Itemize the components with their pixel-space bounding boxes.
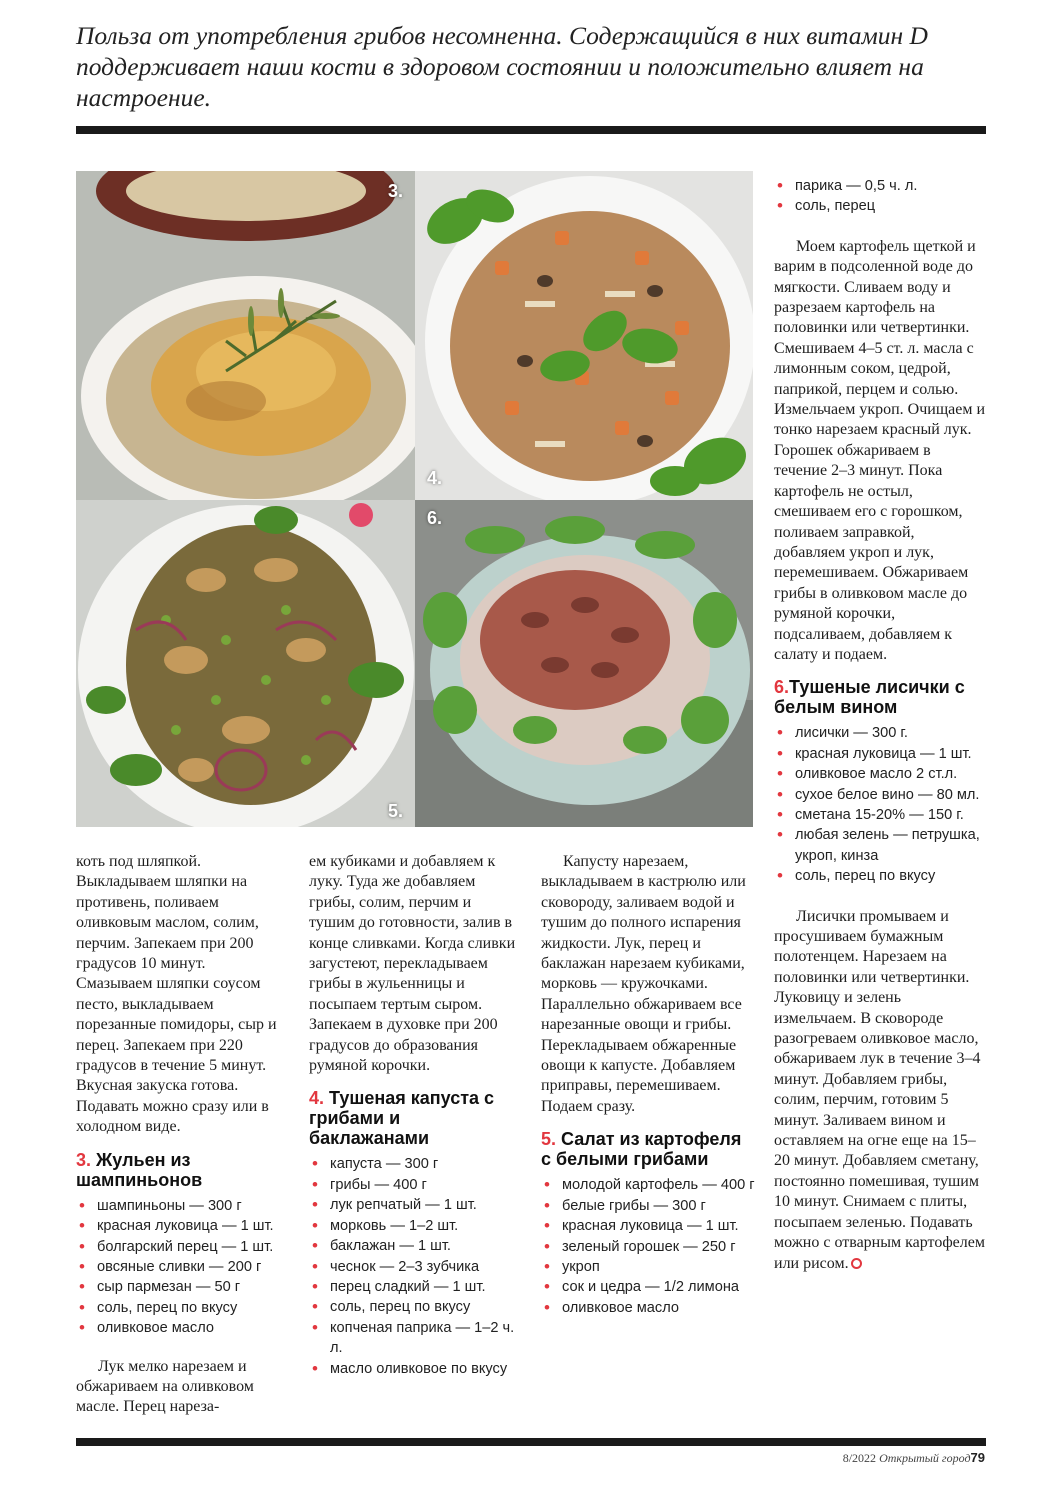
issue-number: 8/2022 [842,1451,877,1465]
ingredient: • перец сладкий — 1 шт. [309,1277,519,1297]
ingredient: • сметана 15-20% — 150 г. [774,805,986,825]
ingredient: • любая зелень — петрушка, укроп, кинза [774,825,986,866]
recipe-4-ingredients [309,1154,519,1378]
ingredient: • парика — 0,5 ч. л. [774,176,986,196]
photo-number-5: 5. [388,801,404,821]
ingredient: • соль, перец [774,196,986,216]
recipe-3-title: Жульен из шампиньонов [76,1149,203,1190]
chanterelles-photo-icon [415,500,753,827]
stewed-cabbage-photo-icon [415,171,753,500]
ingredient: • масло оливковое по вкусу [309,1359,519,1379]
recipe-4-number: 4. [309,1088,325,1109]
recipe-6-method-text: Лисички промываем и просушиваем бумажным полотенцем. Нарезаем на половинки или четвертинки. Луковицу и зелень измельчаем. В сковороде разогреваем оливковое масло, обжариваем лук в течение 3–4 минут. Добавляем грибы, солим, перчим, готовим 5 минут. Заливаем вином и оставляем на огне еще на 15–20 минут. Добавляем сметану, постоянно помешивая, тушим 10 минут. Снимаем с плиты, посыпаем зеленью. Подавать можно с отварным картофелем или рисом. [774,907,985,1272]
photo-chanterelles [415,500,753,827]
col2-text: ем кубиками и добавляем к луку. Туда же добавляем грибы, солим, перчим и тушим до готовности, залив в конце сливками. Когда сливки загустеют, перекладываем грибы в жульенницы и посыпаем тертым сыром. Запекаем в духовке при 200 градусов до образования румяной корочки. [309,853,516,1075]
recipe-6-ingredients [774,723,986,886]
ingredient: • лук репчатый — 1 шт. [309,1195,519,1215]
column-3 [541,852,755,1318]
ingredient: • зеленый горошек — 250 г [541,1237,755,1257]
recipe-4-title: Тушеная капуста с грибами и баклажанами [309,1088,495,1149]
recipe-3-heading [76,1150,285,1190]
recipe-3-method: Лук мелко нарезаем и обжариваем на оливковом масле. Перец нареза- [76,1357,254,1416]
recipe-5-ingredients [541,1175,755,1318]
ingredient: • лисички — 300 г. [774,723,986,743]
recipe-6-method [774,907,986,1274]
recipe-5-number: 5. [541,1129,557,1150]
recipe-4-heading [309,1088,519,1148]
page-number: 79 [970,1450,985,1465]
col3-text: Капусту нарезаем, выкладываем в кастрюлю или сковороду, заливаем водой и тушим до полного испарения жидкости. Лук, перец и баклажан нарезаем кубиками, морковь — кружочками. Параллельно обжариваем все нарезанные овощи и грибы. Перекладываем обжаренные овощи к капусте. Добавляем приправы, перемешиваем. Подаем сразу. [541,853,746,1115]
ingredient: • болгарский перец — 1 шт. [76,1237,285,1257]
ingredient: • оливковое масло 2 ст.л. [774,764,986,784]
end-mark-icon [851,1258,862,1269]
ingredient: • соль, перец по вкусу [309,1297,519,1317]
julienne-photo-icon [76,171,415,500]
publication-name: Открытый город [879,1451,971,1465]
ingredient: • красная луковица — 1 шт. [76,1216,285,1236]
ingredient: • оливковое масло [541,1298,755,1318]
recipe-5-method: Моем картофель щеткой и варим в подсоленной воде до мягкости. Сливаем воду и разрезаем картофель на половинки или четвертинки. Смешиваем 4–5 ст. л. масла с лимонным соком, цедрой, паприкой, перцем и солью. Измельчаем укроп. Очищаем и тонко нарезаем красный лук. Горошек обжариваем в течение 2–3 минут. Пока картофель не остыл, смешиваем его с горошком, поливаем заправкой, добавляем укроп и лук, перемешиваем. Обжариваем грибы в оливковом масле до румяной корочки, подсаливаем, добавляем к салату и подаем. [774,237,986,663]
recipe-3-ingredients [76,1196,285,1339]
photo-julienne [76,171,415,500]
ingredient: • оливковое масло [76,1318,285,1338]
ingredient: • капуста — 300 г [309,1154,519,1174]
ingredient: • баклажан — 1 шт. [309,1236,519,1256]
potato-salad-photo-icon [76,500,415,827]
recipe-5-title: Салат из картофеля с белыми грибами [541,1129,742,1170]
ingredient: • красная луковица — 1 шт. [774,744,986,764]
ingredient: • сок и цедра — 1/2 лимона [541,1277,755,1297]
ingredient: • красная луковица — 1 шт. [541,1216,755,1236]
ingredient: • шампиньоны — 300 г [76,1196,285,1216]
ingredient: • молодой картофель — 400 г [541,1175,755,1195]
recipe-5-ingredients-continued [774,176,986,217]
ingredient: • чеснок — 2–3 зубчика [309,1257,519,1277]
photo-number-3: 3. [388,181,404,201]
ingredient: • морковь — 1–2 шт. [309,1216,519,1236]
recipe-6-title: Тушеные лисички с белым вином [774,677,965,718]
intro-text: Польза от употребления грибов несомненна. Содержащийся в них витамин D поддерживает наши кости в здоровом состоянии и положительно влияет на настроение. [76,21,928,112]
recipe-3-number: 3. [76,1149,92,1170]
column-1 [76,852,285,1418]
top-rule [76,126,986,134]
recipe-5-heading [541,1129,755,1169]
photo-stewed-cabbage [415,171,753,500]
column-2 [309,852,519,1379]
ingredient: • соль, перец по вкусу [774,866,986,886]
ingredient: • сыр пармезан — 50 г [76,1277,285,1297]
bottom-rule [76,1438,986,1446]
photo-potato-salad [76,500,415,827]
ingredient: • соль, перец по вкусу [76,1298,285,1318]
photo-number-4: 4. [427,468,443,488]
recipe-6-heading [774,677,986,717]
ingredient: • укроп [541,1257,755,1277]
ingredient: • белые грибы — 300 г [541,1196,755,1216]
photo-number-6: 6. [427,508,443,528]
ingredient: • грибы — 400 г [309,1175,519,1195]
col1-text: коть под шляпкой. Выкладываем шляпки на противень, поливаем оливковым маслом, солим, перчим. Запекаем при 200 градусов 10 минут. Смазываем шляпки соусом песто, выкладываем порезанные помидоры, сыр и перец. Запекаем при 220 градусов в течение 5 минут. Вкусная закуска готова. Подавать можно сразу или в холодном виде. [76,853,277,1136]
ingredient: • овсяные сливки — 200 г [76,1257,285,1277]
page-footer [843,1450,985,1466]
column-4 [774,176,986,1274]
ingredient: • копченая паприка — 1–2 ч. л. [309,1318,519,1359]
ingredient: • сухое белое вино — 80 мл. [774,785,986,805]
recipe-6-number: 6. [774,677,790,698]
